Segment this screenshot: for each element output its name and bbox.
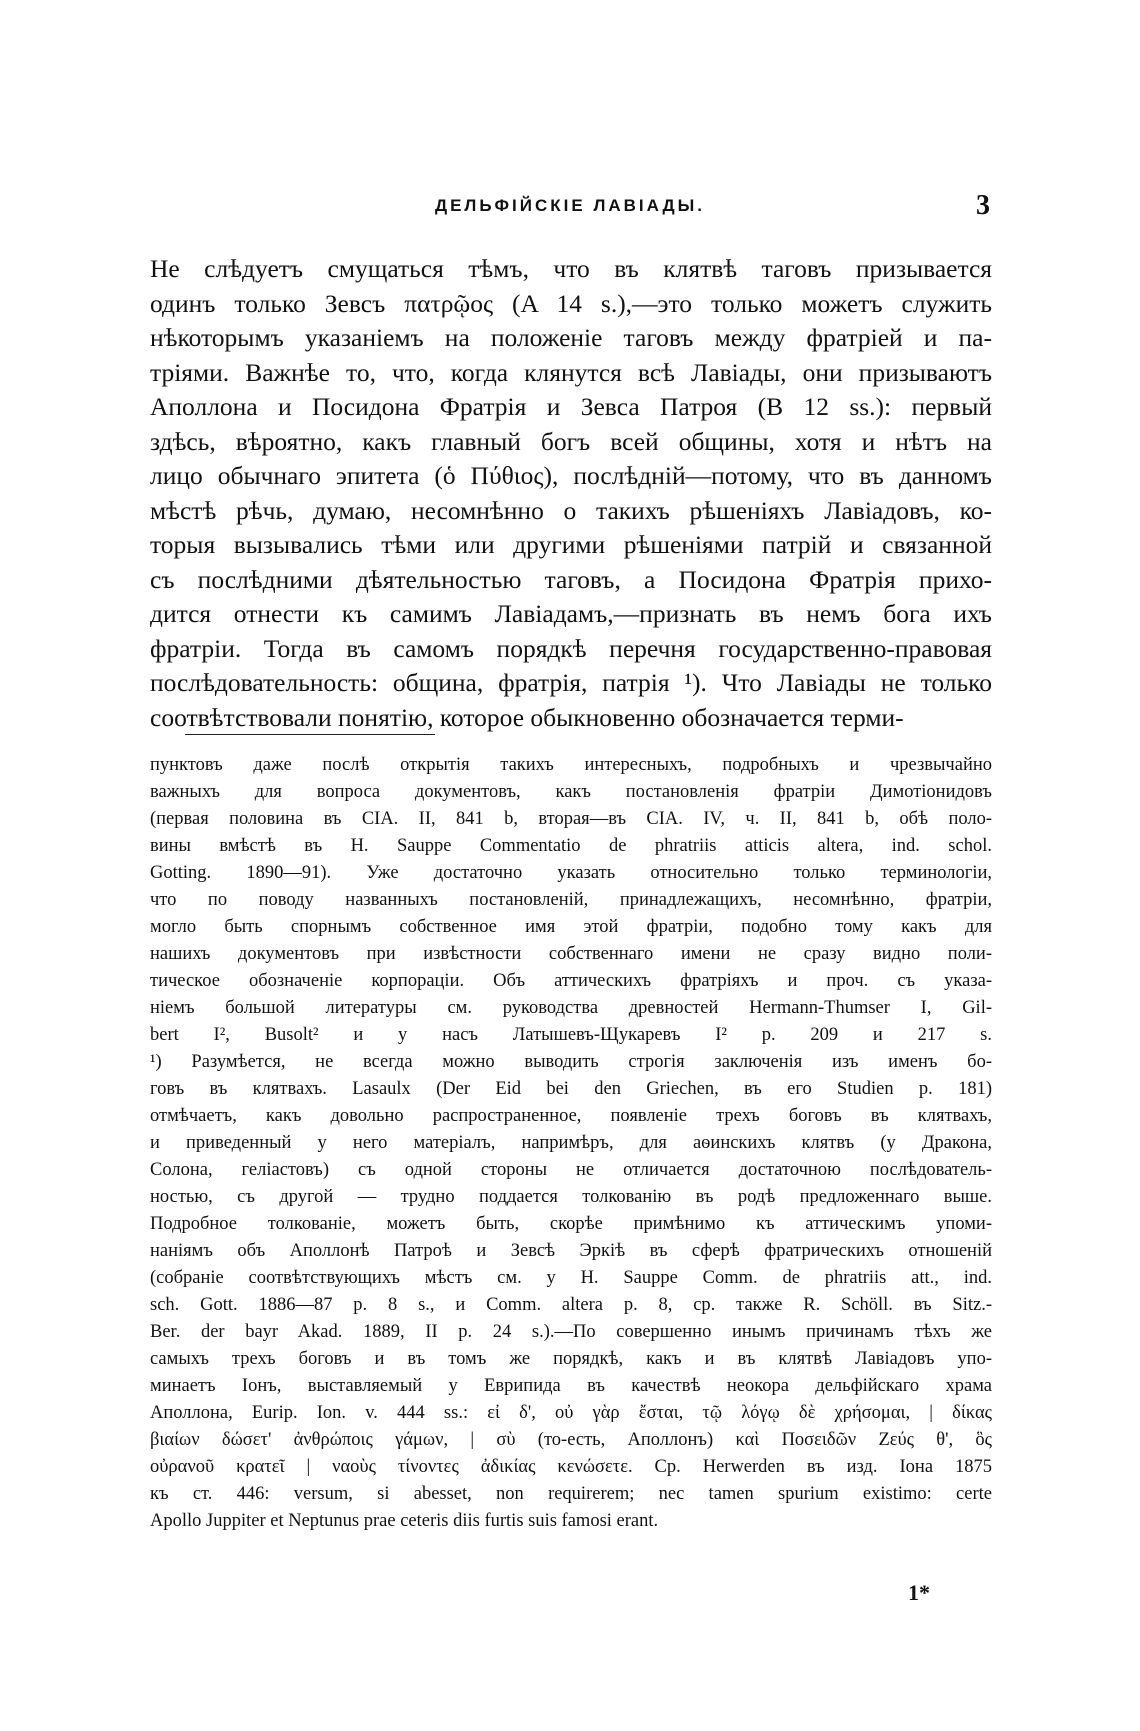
text-line: послѣдовательность: община, фратрія, патрія ¹). Что Лавіады не только bbox=[150, 668, 992, 697]
footnote-line: Apollo Juppiter et Neptunus prae ceteris diis furtis suis famosi erant. bbox=[150, 1511, 659, 1531]
footnote-line: bert I², Busolt² и у насъ Латышевъ-Щукаревъ I² p. 209 и 217 s. bbox=[150, 1025, 992, 1045]
footnote-line: наніямъ объ Аполлонѣ Патроѣ и Зевсѣ Эркіѣ въ сферѣ фратрическихъ отношеній bbox=[150, 1241, 992, 1261]
footnote-line: могло быть спорнымъ собственное имя этой фратріи, подобно тому какъ для bbox=[150, 917, 992, 937]
footnote-line: важныхъ для вопроса документовъ, какъ постановленія фратріи Димотіонидовъ bbox=[150, 782, 992, 802]
footnote-line: ностью, съ другой — трудно поддается толкованію въ родѣ предложеннаго выше. bbox=[150, 1187, 992, 1207]
footnote-line: (собраніе соотвѣтствующихъ мѣстъ см. у H. Sauppe Comm. de phratriis att., ind. bbox=[150, 1268, 992, 1288]
footnote-line: нашихъ документовъ при извѣстности собственнаго имени не сразу видно поли- bbox=[150, 944, 992, 964]
text-line: Не слѣдуетъ смущаться тѣмъ, что въ клятвѣ таговъ призывается bbox=[150, 254, 992, 283]
text-line: съ послѣдними дѣятельностью таговъ, а Посидона Фратрія прихо- bbox=[150, 564, 992, 594]
footnote-line: вины вмѣстѣ въ H. Sauppe Commentatio de phratriis atticis altera, ind. schol. bbox=[150, 836, 992, 856]
footnote-line: что по поводу названныхъ постановленій, принадлежащихъ, несомнѣнно, фратріи, bbox=[150, 890, 992, 910]
text-line: мѣстѣ рѣчь, думаю, несомнѣнно о такихъ рѣшеніяхъ Лавіадовъ, ко- bbox=[150, 495, 992, 525]
footnote-line: пунктовъ даже послѣ открытія такихъ интересныхъ, подробныхъ и чрезвычайно bbox=[150, 755, 992, 775]
signature-mark: 1* bbox=[908, 1580, 930, 1605]
text-line: соотвѣтствовали понятію, которое обыкновенно обозначается терми- bbox=[150, 702, 904, 732]
footnote-line: Солона, геліастовъ) съ одной стороны не отличается достаточною послѣдователь- bbox=[150, 1160, 992, 1180]
text-line: тріями. Важнѣе то, что, когда клянутся всѣ Лавіады, они призываютъ bbox=[150, 357, 992, 387]
footnote-line: οὐρανοῦ κρατεῖ | ναοὺς τίνοντες ἀδικίας κενώσετε. Cp. Herwerden въ изд. Іона 1875 bbox=[150, 1457, 992, 1477]
footnote-line: отмѣчаетъ, какъ довольно распространенное, появленіе трехъ боговъ въ клятвахъ, bbox=[150, 1106, 992, 1126]
footnote-line: Аполлона, Eurip. Ion. v. 444 ss.: εἰ δ', οὐ γὰρ ἔσται, τῷ λόγῳ δὲ χρήσομαι, | δίκας bbox=[150, 1403, 992, 1423]
text-line: дится отнести къ самимъ Лавіадамъ,—признать въ немъ бога ихъ bbox=[150, 599, 992, 628]
text-line: здѣсь, вѣроятно, какъ главный богъ всей общины, хотя и нѣтъ на bbox=[150, 426, 992, 456]
footnote-line: ніемъ большой литературы см. руководства древностей Hermann-Thumser I, Gil- bbox=[150, 998, 992, 1018]
text-line: Аполлона и Посидона Фратрія и Зевса Патроя (B 12 ss.): первый bbox=[150, 392, 992, 421]
text-line: фратріи. Тогда въ самомъ порядкѣ перечня государственно-правовая bbox=[150, 633, 992, 663]
footnote-line: говъ въ клятвахъ. Lasaulx (Der Eid bei den Griechen, въ его Studien p. 181) bbox=[150, 1079, 992, 1099]
footnote-line: тическое обозначеніе корпораціи. Объ аттическихъ фратріяхъ и проч. съ указа- bbox=[150, 971, 992, 991]
main-text bbox=[150, 252, 992, 735]
page-header bbox=[150, 190, 990, 226]
text-line: лицо обычнаго эпитета (ὁ Πύθιος), послѣдній—потому, что въ данномъ bbox=[150, 461, 992, 490]
footnotes bbox=[150, 752, 992, 1535]
footnote-line: Ber. der bayr Akad. 1889, II p. 24 s.).—По совершенно инымъ причинамъ тѣхъ же bbox=[150, 1322, 992, 1342]
footnote-line: βιαίων δώσετ' ἀνθρώποις γάμων, | σὺ (то-есть, Аполлонъ) καὶ Ποσειδῶν Ζεύς θ', ὃς bbox=[150, 1430, 992, 1450]
footnote-line: ¹) Разумѣется, не всегда можно выводить строгія заключенія изъ именъ бо- bbox=[150, 1052, 992, 1072]
footnote-line: и приведенный у него матеріалъ, напримѣръ, для аѳинскихъ клятвъ (у Дракона, bbox=[150, 1133, 992, 1153]
footnote-line: самыхъ трехъ боговъ и въ томъ же порядкѣ, какъ и въ клятвѣ Лавіадовъ упо- bbox=[150, 1349, 992, 1369]
footnote-line: минаетъ Іонъ, выставляемый у Еврипида въ качествѣ неокора дельфійскаго храма bbox=[150, 1376, 992, 1396]
footnote-line: Gotting. 1890—91). Уже достаточно указать относительно только терминологіи, bbox=[150, 863, 992, 883]
footnote-line: Подробное толкованіе, можетъ быть, скорѣе примѣнимо къ аттическимъ упоми- bbox=[150, 1214, 992, 1234]
page-number: 3 bbox=[976, 190, 990, 221]
footnote-line: sch. Gott. 1886—87 p. 8 s., и Comm. altera p. 8, ср. также R. Schöll. въ Sitz.- bbox=[150, 1295, 992, 1315]
footnote-line: къ ст. 446: versum, si abesset, non requirerem; nec tamen spurium existimo: certe bbox=[150, 1484, 992, 1504]
text-line: торыя вызывались тѣми или другими рѣшеніями патрій и связанной bbox=[150, 530, 992, 559]
running-title: ДЕЛЬФІЙСКІЕ ЛАВІАДЫ. bbox=[434, 196, 706, 215]
text-line: нѣкоторымъ указаніемъ на положеніе таговъ между фратріей и па- bbox=[150, 323, 992, 352]
footnote-line: (первая половина въ CIA. II, 841 b, вторая—въ CIA. IV, ч. II, 841 b, обѣ поло- bbox=[150, 809, 992, 829]
footnote-divider bbox=[185, 734, 435, 735]
text-line: одинъ только Зевсъ πατρῷος (A 14 s.),—это только можетъ служить bbox=[150, 288, 992, 318]
